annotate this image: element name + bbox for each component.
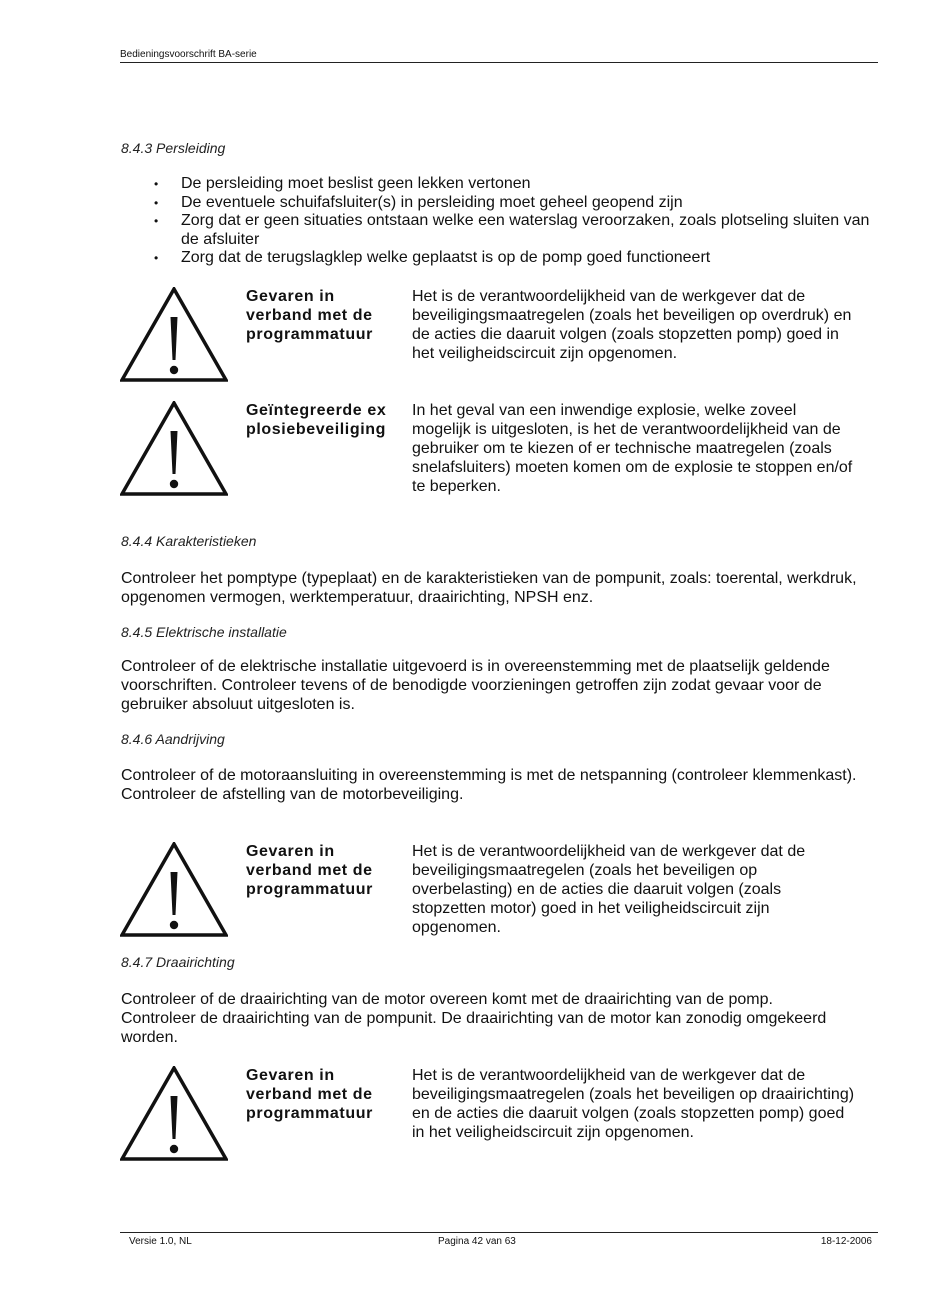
warning-triangle-icon — [120, 401, 228, 497]
paragraph-group — [121, 990, 861, 1047]
bullet-icon: • — [154, 195, 159, 210]
warning-title: Gevaren in verband met de programmatuur — [246, 288, 373, 343]
paragraph: Controleer of de motoraansluiting in overeenstemming is met de netspanning (controleer klemmenkast). — [121, 767, 857, 784]
warning-triangle-icon — [120, 842, 228, 938]
warning-title: Gevaren in verband met de programmatuur — [246, 1067, 373, 1122]
paragraph: Controleer de afstelling van de motorbeveiliging. — [121, 786, 464, 803]
running-header: Bedieningsvoorschrift BA-serie — [120, 49, 878, 63]
section-heading-draairichting: 8.4.7 Draairichting — [121, 954, 235, 970]
footer-date: 18-12-2006 — [820, 1236, 872, 1247]
page-footer — [120, 1232, 878, 1249]
bullet-list — [150, 175, 870, 268]
paragraph: Controleer het pomptype (typeplaat) en de karakteristieken van de pompunit, zoals: toerental, werkdruk, opgenomen vermogen, werktemperatuur, draairichting, NPSH enz. — [121, 570, 857, 606]
warning-triangle-icon — [120, 287, 228, 383]
warning-triangle-icon — [120, 1066, 228, 1162]
warning-title: Gevaren in verband met de programmatuur — [246, 843, 373, 898]
bullet-icon: • — [154, 214, 159, 228]
warning-text: Het is de verantwoordelijkheid van de werkgever dat de beveiligingsmaatregelen (zoals het beveiligen op overdruk) en de acties die daaruit volgen (zoals stopzetten pomp) goed in het veiligheidscircuit zijn opgenomen. — [412, 288, 852, 362]
footer-page-number: Pagina 42 van 63 — [438, 1236, 516, 1247]
section-heading-aandrijving: 8.4.6 Aandrijving — [121, 731, 225, 747]
footer-version: Versie 1.0, NL — [129, 1236, 192, 1247]
bullet-icon: • — [154, 251, 159, 265]
section-heading-karakteristieken: 8.4.4 Karakteristieken — [121, 533, 257, 549]
warning-title: Geïntegreerde explosiebeveiliging — [246, 402, 387, 438]
list-item: • Zorg dat de terugslagklep welke geplaatst is op de pomp goed functioneert — [154, 249, 711, 266]
list-item: • De persleiding moet beslist geen lekken vertonen — [154, 175, 531, 192]
section-heading-persleiding: 8.4.3 Persleiding — [121, 140, 226, 156]
list-item: • De eventuele schuifafsluiter(s) in persleiding moet geheel geopend zijn — [154, 193, 683, 211]
paragraph: Controleer de draairichting van de pompunit. De draairichting van de motor kan zonodig omgekeerd worden. — [121, 1010, 827, 1046]
bullet-icon: • — [154, 177, 159, 191]
warning-text: Het is de verantwoordelijkheid van de werkgever dat de beveiligingsmaatregelen (zoals het beveiligen op overbelasting) en de acties die daaruit volgen (zoals stopzetten motor) goed in het veiligheidscircuit zijn opgenomen. — [412, 843, 806, 936]
paragraph: Controleer of de draairichting van de motor overeen komt met de draairichting van de pomp. — [121, 991, 773, 1008]
warning-text: In het geval van een inwendige explosie, welke zoveel mogelijk is uitgesloten, is het de verantwoordelijkheid van de gebruiker om te kiezen of er technische maatregelen (zoals snelafsluiters) moeten komen om de explosie te stoppen en/of te beperken. — [412, 402, 853, 495]
warning-text: Het is de verantwoordelijkheid van de werkgever dat de beveiligingsmaatregelen (zoals het beveiligen op draairichting) en de acties die daaruit volgen (zoals stopzetten pomp) goed in het veiligheidscircuit zijn opgenomen. — [412, 1067, 855, 1141]
section-heading-elektrische-installatie: 8.4.5 Elektrische installatie — [121, 624, 287, 640]
paragraph-group — [121, 766, 861, 804]
paragraph: Controleer of de elektrische installatie uitgevoerd is in overeenstemming met de plaatselijk geldende voorschriften. Controleer tevens of de benodigde voorzieningen getroffen zijn zodat gevaar voor de gebruiker absoluut uitgesloten is. — [121, 658, 830, 713]
list-item: • Zorg dat er geen situaties ontstaan welke een waterslag veroorzaken, zoals plotseling sluiten van de afsluiter — [154, 212, 870, 248]
